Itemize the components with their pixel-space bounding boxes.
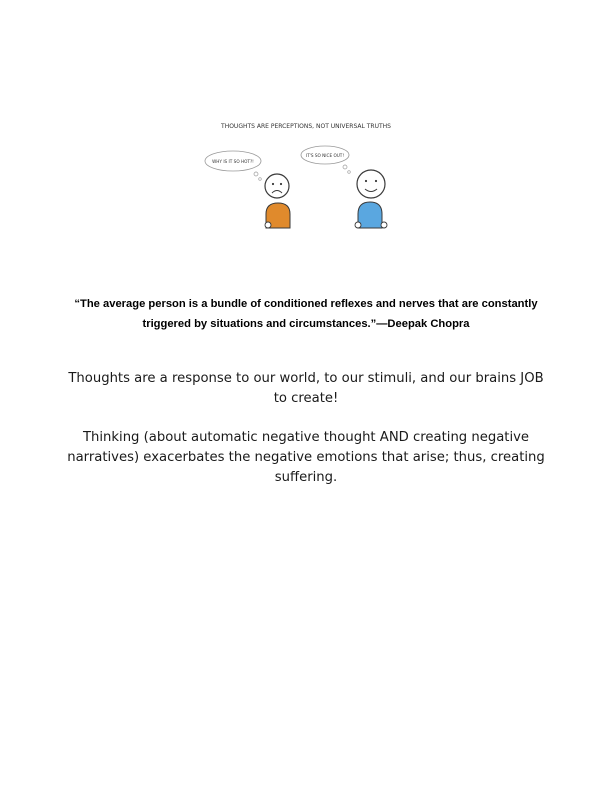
- right-thought-text: IT'S SO NICE OUT!: [305, 153, 345, 158]
- thoughts-illustration-svg: [200, 114, 412, 236]
- body-paragraph: Thoughts are a response to our world, to our stimuli, and our brains JOB to create!: [68, 371, 544, 406]
- left-thought-bubble: [205, 151, 261, 180]
- illustration-caption: THOUGHTS ARE PERCEPTIONS, NOT UNIVERSAL TRUTHS: [221, 123, 391, 130]
- left-thought-text: WHY IS IT SO HOT?!: [212, 159, 254, 164]
- deepak-chopra-quote: “The average person is a bundle of conditioned reflexes and nerves that are constantly triggered by situations and circumstances.”—Deepak Chopra: [74, 298, 538, 330]
- sad-person-figure: [265, 174, 290, 228]
- right-thought-bubble: [301, 146, 350, 173]
- happy-person-figure: [355, 170, 387, 228]
- thoughts-illustration: [200, 114, 412, 236]
- body-paragraph: Thinking (about automatic negative thought AND creating negative narratives) exacerbates the negative emotions that arise; thus, creating suffering.: [67, 430, 545, 485]
